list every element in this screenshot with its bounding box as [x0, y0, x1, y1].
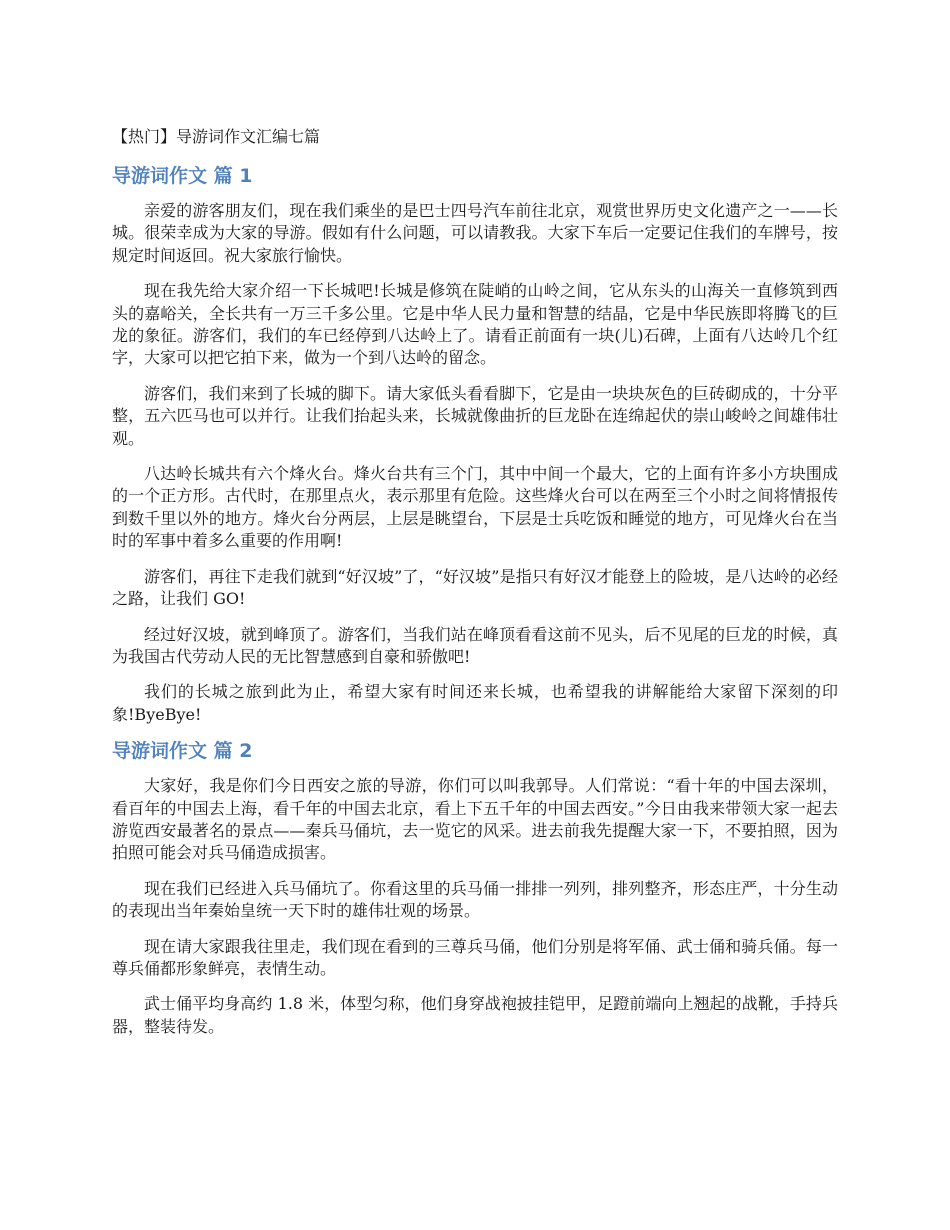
paragraph: 现在我先给大家介绍一下长城吧!长城是修筑在陡峭的山岭之间，它从东头的山海关一直修筑到西头的嘉峪关，全长共有一万三千多公里。它是中华人民力量和智慧的结晶，它是中华民族即将腾飞的巨龙的象征。游客们，我们的车已经停到八达岭上了。请看正前面有一块(儿)石碑，上面有八达岭几个红字，大家可以把它拍下来，做为一个到八达岭的留念。 — [112, 281, 838, 368]
section-heading-text: 导游词作文 篇 — [112, 740, 233, 763]
section-number: 2 — [239, 740, 253, 763]
section-heading-text: 导游词作文 篇 — [112, 165, 233, 187]
section-number: 1 — [239, 165, 253, 187]
paragraph: 现在我们已经进入兵马俑坑了。你看这里的兵马俑一排排一列列，排列整齐，形态庄严，十分生动的表现出当年秦始皇统一天下时的雄伟壮观的场景。 — [112, 878, 838, 921]
paragraph: 亲爱的游客朋友们，现在我们乘坐的是巴士四号汽车前往北京，观赏世界历史文化遗产之一——长城。很荣幸成为大家的导游。假如有什么问题，可以请教我。大家下车后一定要记住我们的车牌号，按规定时间返回。祝大家旅行愉快。 — [112, 201, 838, 265]
section-heading — [112, 164, 838, 188]
paragraph: 八达岭长城共有六个烽火台。烽火台共有三个门，其中中间一个最大，它的上面有许多小方块围成的一个正方形。古代时，在那里点火，表示那里有危险。这些烽火台可以在两至三个小时之间将情报传到数千里以外的地方。烽火台分两层，上层是眺望台，下层是士兵吃饭和睡觉的地方，可见烽火台在当时的军事中着多么重要的作用啊! — [112, 464, 838, 551]
section-2 — [112, 739, 838, 1038]
paragraph: 游客们，再往下走我们就到“好汉坡”了，“好汉坡”是指只有好汉才能登上的险坡，是八达岭的必经之路，让我们 GO! — [112, 566, 838, 609]
paragraph: 武士俑平均身高约 1.8 米，体型匀称，他们身穿战袍披挂铠甲，足蹬前端向上翘起的战靴，手持兵器，整装待发。 — [112, 994, 838, 1036]
document-title: 【热门】导游词作文汇编七篇 — [112, 127, 321, 146]
paragraph: 我们的长城之旅到此为止，希望大家有时间还来长城，也希望我的讲解能给大家留下深刻的印象!ByeBye! — [112, 682, 838, 724]
section-heading — [112, 739, 838, 763]
paragraph: 经过好汉坡，就到峰顶了。游客们，当我们站在峰顶看看这前不见头，后不见尾的巨龙的时候，真为我国古代劳动人民的无比智慧感到自豪和骄傲吧! — [112, 624, 838, 666]
paragraph: 现在请大家跟我往里走，我们现在看到的三尊兵马俑，他们分别是将军俑、武士俑和骑兵俑。每一尊兵俑都形象鲜亮，表情生动。 — [112, 936, 838, 978]
paragraph: 游客们，我们来到了长城的脚下。请大家低头看看脚下，它是由一块块灰色的巨砖砌成的，十分平整，五六匹马也可以并行。让我们抬起头来，长城就像曲折的巨龙卧在连绵起伏的崇山峻岭之间雄伟壮观。 — [112, 383, 838, 448]
section-1 — [112, 164, 838, 726]
paragraph: 大家好，我是你们今日西安之旅的导游，你们可以叫我郭导。人们常说：“看十年的中国去深圳，看百年的中国去上海，看千年的中国去北京，看上下五千年的中国去西安。”今日由我来带领大家一起去游览西安最著名的景点——秦兵马俑坑，去一览它的风采。进去前我先提醒大家一下，不要拍照，因为拍照可能会对兵马俑造成损害。 — [112, 776, 838, 863]
